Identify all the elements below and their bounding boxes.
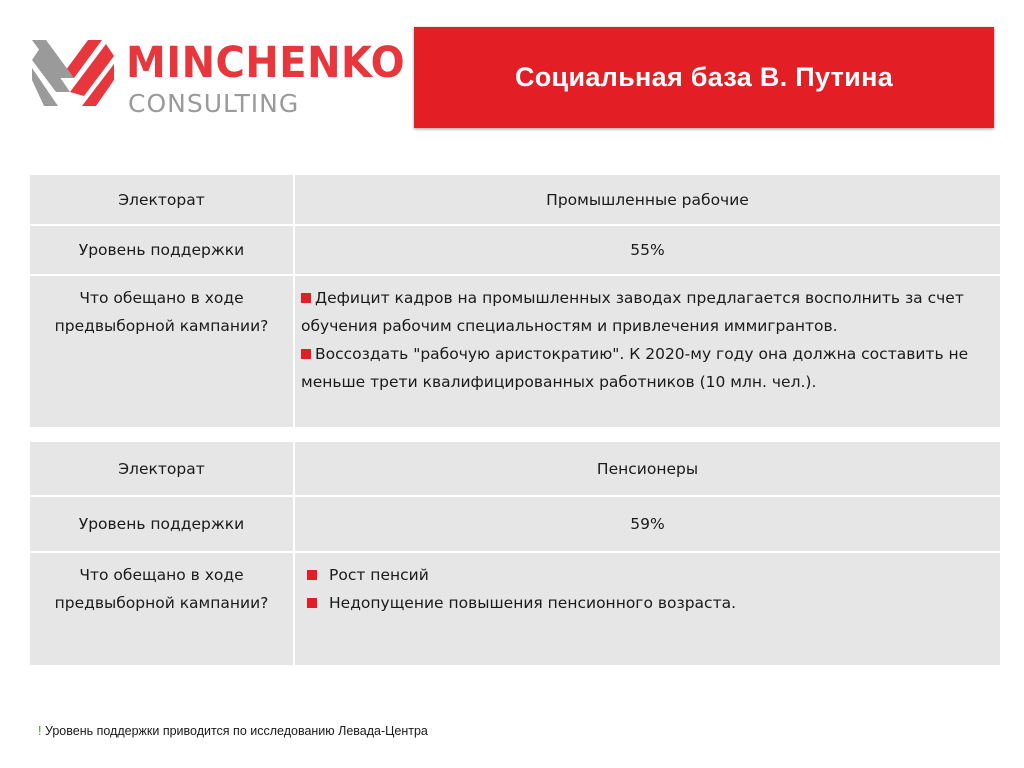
logo-chevron-icon xyxy=(30,34,120,124)
electorate-value: Промышленные рабочие xyxy=(295,175,1000,224)
footnote-marker: ! xyxy=(38,724,42,738)
promises-cell xyxy=(295,553,1000,665)
list-item: Дефицит кадров на промышленных заводах предлагается восполнить за счет обучения рабочим специальностям и привлечения иммигрантов. xyxy=(301,289,964,335)
promises-label: Что обещано в ходе предвыборной кампании? xyxy=(30,553,293,665)
table-industrial-workers xyxy=(30,175,1000,429)
promises-label: Что обещано в ходе предвыборной кампании? xyxy=(30,276,293,427)
bullet-square-icon xyxy=(301,349,311,359)
table-row xyxy=(30,226,1000,274)
support-label: Уровень поддержки xyxy=(30,226,293,274)
promises-cell xyxy=(295,276,1000,427)
support-label: Уровень поддержки xyxy=(30,497,293,551)
title-banner xyxy=(414,27,994,128)
electorate-value: Пенсионеры xyxy=(295,442,1000,495)
electorate-label: Электорат xyxy=(30,175,293,224)
table-row xyxy=(30,497,1000,551)
list-item: Недопущение повышения пенсионного возраста. xyxy=(301,589,994,617)
logo-subtitle: CONSULTING xyxy=(128,89,300,118)
footnote xyxy=(38,724,428,738)
table-row xyxy=(30,175,1000,224)
table-pensioners xyxy=(30,442,1000,667)
table-row xyxy=(30,553,1000,665)
list-item: Рост пенсий xyxy=(301,561,994,589)
bullet-square-icon xyxy=(307,570,317,580)
electorate-label: Электорат xyxy=(30,442,293,495)
list-item: Воссоздать "рабочую аристократию". К 2020-му году она должна составить не меньше трети квалифицированных работников (10 млн. чел.). xyxy=(301,345,969,391)
table-row xyxy=(30,276,1000,427)
logo-name: MINCHENKO xyxy=(126,38,406,88)
bullet-square-icon xyxy=(307,598,317,608)
footnote-text: Уровень поддержки приводится по исследованию Левада-Центра xyxy=(44,724,428,738)
support-value: 59% xyxy=(295,497,1000,551)
page-title: Социальная база В. Путина xyxy=(514,62,894,92)
support-value: 55% xyxy=(295,226,1000,274)
table-row xyxy=(30,442,1000,495)
bullet-square-icon xyxy=(301,293,311,303)
company-logo xyxy=(30,34,410,124)
